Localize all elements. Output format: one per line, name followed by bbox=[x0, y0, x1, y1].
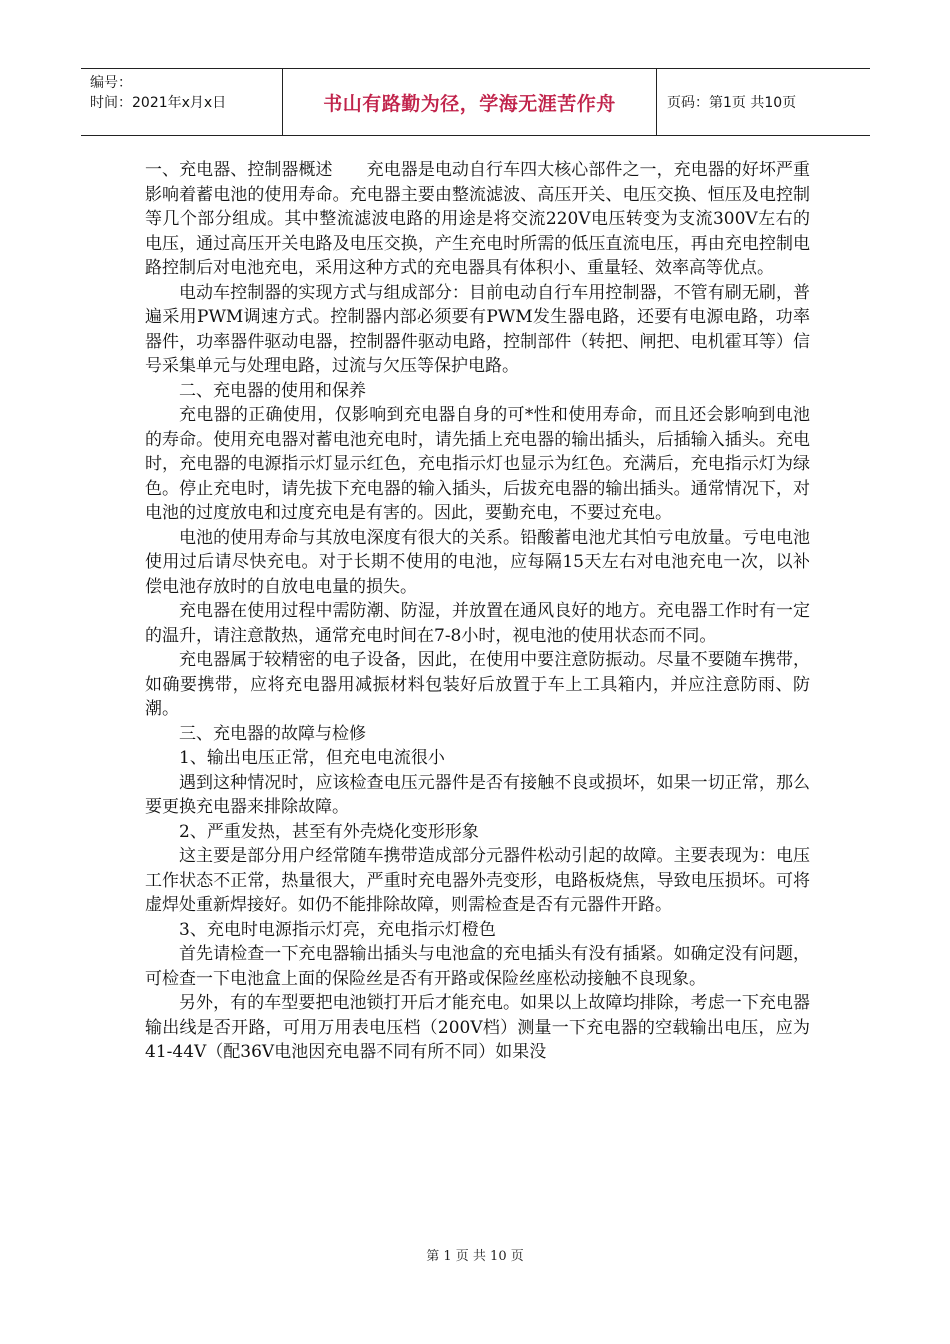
fault-title-3: 3、充电时电源指示灯亮，充电指示灯橙色 bbox=[179, 919, 496, 940]
paragraph-moisture: 充电器在使用过程中需防潮、防湿，并放置在通风良好的地方。充电器工作时有一定的温升，请注意散热，通常充电时间在7-8小时，视电池的使用状态而不同。 bbox=[145, 601, 810, 646]
paragraph-controller: 电动车控制器的实现方式与组成部分：目前电动自行车用控制器，不管有刷无刷，普遍采用PWM调速方式。控制器内部必须要有PWM发生器电路，还要有电源电路，功率器件，功率器件驱动电器，控制器件驱动电路，控制部件（转把、闸把、电机霍耳等）信号采集单元与处理电路，过流与欠压等保护电路。 bbox=[145, 282, 810, 376]
document-time-label: 时间：2021年x月x日 bbox=[90, 95, 227, 111]
paragraph-charger-overview: 充电器是电动自行车四大核心部件之一，充电器的好坏严重影响着蓄电池的使用寿命。充电器主要由整流滤波、高压开关、电压交换、恒压及电控制等几个部分组成。其中整流滤波电路的用途是将交流220V电压转变为支流300V左右的电压，通过高压开关电路及电压交换，产生充电时所需的低压直流电压，再由充电控制电路控制后对电池充电，采用这种方式的充电器具有体积小、重量轻、效率高等优点。 bbox=[145, 160, 811, 278]
page-footer: 第 1 页 共 10 页 bbox=[426, 1249, 524, 1264]
document-body bbox=[145, 158, 810, 1065]
header-meta bbox=[90, 73, 280, 113]
section-title-overview: 一、充电器、控制器概述 bbox=[145, 160, 333, 180]
header-page-info: 页码：第1页 共10页 bbox=[667, 95, 797, 111]
paragraph-fault-1: 遇到这种情况时，应该检查电压元器件是否有接触不良或损坏，如果一切正常，那么要更换充电器来排除故障。 bbox=[145, 772, 810, 817]
fault-title-2: 2、严重发热，甚至有外壳烧化变形形象 bbox=[179, 821, 479, 842]
fault-title-1: 1、输出电压正常，但充电电流很小 bbox=[179, 748, 445, 768]
header-divider-left bbox=[282, 69, 283, 135]
paragraph-fault-3-extra: 另外，有的车型要把电池锁打开后才能充电。如果以上故障均排除，考虑一下充电器输出线是否开路，可用万用表电压档（200V档）测量一下充电器的空载输出电压，应为41-44V（配36V电池因充电器不同有所不同）如果没 bbox=[145, 993, 810, 1062]
section-title-faults: 三、充电器的故障与检修 bbox=[179, 723, 366, 744]
header-motto: 书山有路勤为径，学海无涯苦作舟 bbox=[323, 92, 616, 115]
paragraph-fault-2: 这主要是部分用户经常随车携带造成部分元器件松动引起的故障。主要表现为：电压工作状态不正常，热量很大，严重时充电器外壳变形，电路板烧焦，导致电压损坏。可将虚焊处重新焊接好。如仍不能排除故障，则需检查是否有元器件开路。 bbox=[145, 846, 810, 915]
paragraph-correct-use: 充电器的正确使用，仅影响到充电器自身的可*性和使用寿命，而且还会影响到电池的寿命。使用充电器对蓄电池充电时，请先插上充电器的输出插头，后插输入插头。充电时，充电器的电源指示灯显示红色，充电指示灯也显示为红色。充满后，充电指示灯为绿色。停止充电时，请先拔下充电器的输入插头，后拔充电器的输出插头。通常情况下，对电池的过度放电和过度充电是有害的。因此，要勤充电，不要过充电。 bbox=[145, 405, 810, 523]
paragraph-battery-life: 电池的使用寿命与其放电深度有很大的关系。铅酸蓄电池尤其怕亏电放量。亏电电池使用过后请尽快充电。对于长期不使用的电池，应每隔15天左右对电池充电一次，以补偿电池存放时的自放电电量的损失。 bbox=[145, 527, 810, 597]
paragraph-intro bbox=[145, 158, 810, 281]
section-title-usage: 二、充电器的使用和保养 bbox=[179, 380, 366, 401]
paragraph-fault-3: 首先请检查一下充电器输出插头与电池盒的充电插头有没有插紧。如确定没有问题，可检查一下电池盒上面的保险丝是否有开路或保险丝座松动接触不良现象。 bbox=[145, 944, 810, 989]
page-header bbox=[81, 68, 870, 136]
document-number-label: 编号： bbox=[90, 75, 132, 91]
header-divider-right bbox=[656, 69, 657, 135]
paragraph-vibration: 充电器属于较精密的电子设备，因此，在使用中要注意防振动。尽量不要随车携带，如确要携带，应将充电器用减振材料包装好后放置于车上工具箱内，并应注意防雨、防潮。 bbox=[145, 650, 810, 719]
